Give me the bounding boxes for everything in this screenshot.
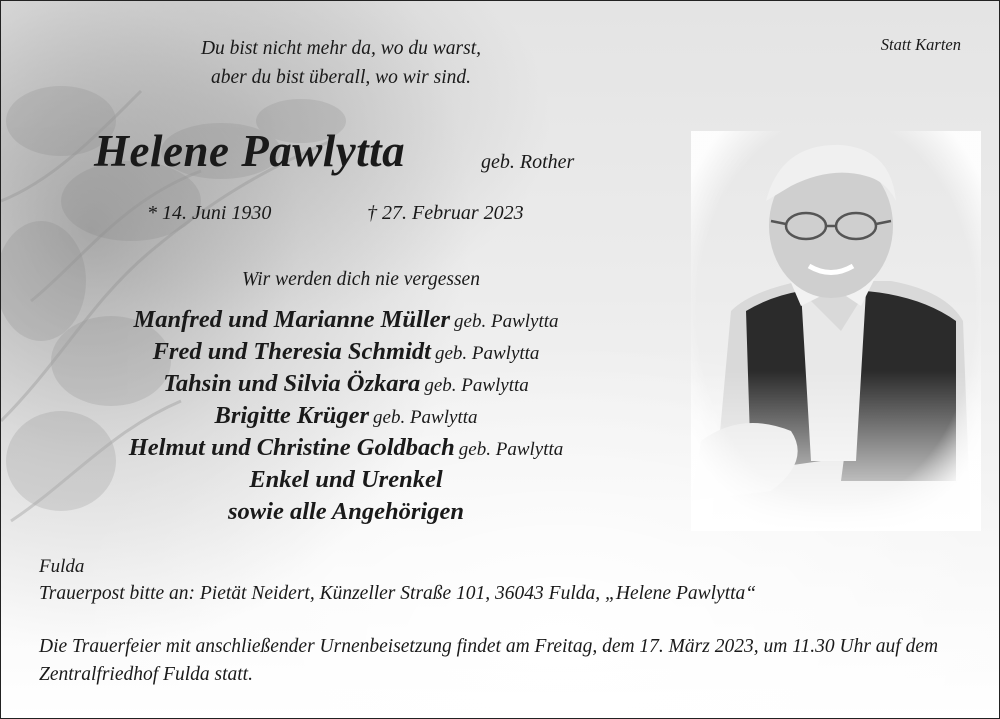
- mourner-row: [41, 464, 651, 496]
- death-date: † 27. Februar 2023: [367, 202, 524, 224]
- ceremony-details: Die Trauerfeier mit anschließender Urnenbeisetzung findet am Freitag, dem 17. März 2023, um 11.30 Uhr auf dem Zentralfriedhof Fulda statt.: [39, 636, 939, 685]
- mourner-row: [41, 368, 651, 400]
- mourner-name: Helmut und Christine Goldbach: [128, 434, 455, 461]
- mourner-name: Fred und Theresia Schmidt: [152, 338, 431, 365]
- verse-line-1: Du bist nicht mehr da, wo du warst,: [200, 38, 482, 59]
- mourner-name: Tahsin und Silvia Özkara: [163, 370, 421, 397]
- mourning-line: Wir werden dich nie vergessen: [242, 269, 480, 290]
- mourner-suffix: geb. Pawlytta: [434, 343, 540, 364]
- verse-line-2: aber du bist überall, wo wir sind.: [210, 67, 472, 88]
- mourner-row: [41, 432, 651, 464]
- mourner-name: Manfred und Marianne Müller: [133, 306, 451, 333]
- statt-karten-label: Statt Karten: [880, 35, 961, 54]
- city-label: Fulda: [39, 556, 85, 577]
- portrait-photo: [691, 131, 981, 531]
- mourner-suffix: geb. Pawlytta: [424, 375, 529, 396]
- mourners-list: [41, 304, 651, 528]
- birth-date: * 14. Juni 1930: [147, 202, 272, 224]
- deceased-name: Helene Pawlytta: [94, 126, 406, 176]
- mourner-name: Enkel und Urenkel: [249, 466, 443, 493]
- birth-name: geb. Rother: [481, 151, 575, 173]
- mourner-name: sowie alle Angehörigen: [228, 498, 464, 525]
- mourner-suffix: geb. Pawlytta: [373, 407, 478, 428]
- mourner-row: [41, 336, 651, 368]
- mourner-row: [41, 496, 651, 528]
- mourner-name: Brigitte Krüger: [214, 402, 370, 429]
- mourner-row: [41, 304, 651, 336]
- mourner-suffix: geb. Pawlytta: [458, 439, 564, 460]
- mourner-suffix: geb. Pawlytta: [454, 311, 559, 332]
- condolence-address: Trauerpost bitte an: Pietät Neidert, Künzeller Straße 101, 36043 Fulda, „Helene Pawlytta“: [39, 583, 757, 604]
- memorial-verse: [131, 34, 551, 92]
- mourner-row: [41, 400, 651, 432]
